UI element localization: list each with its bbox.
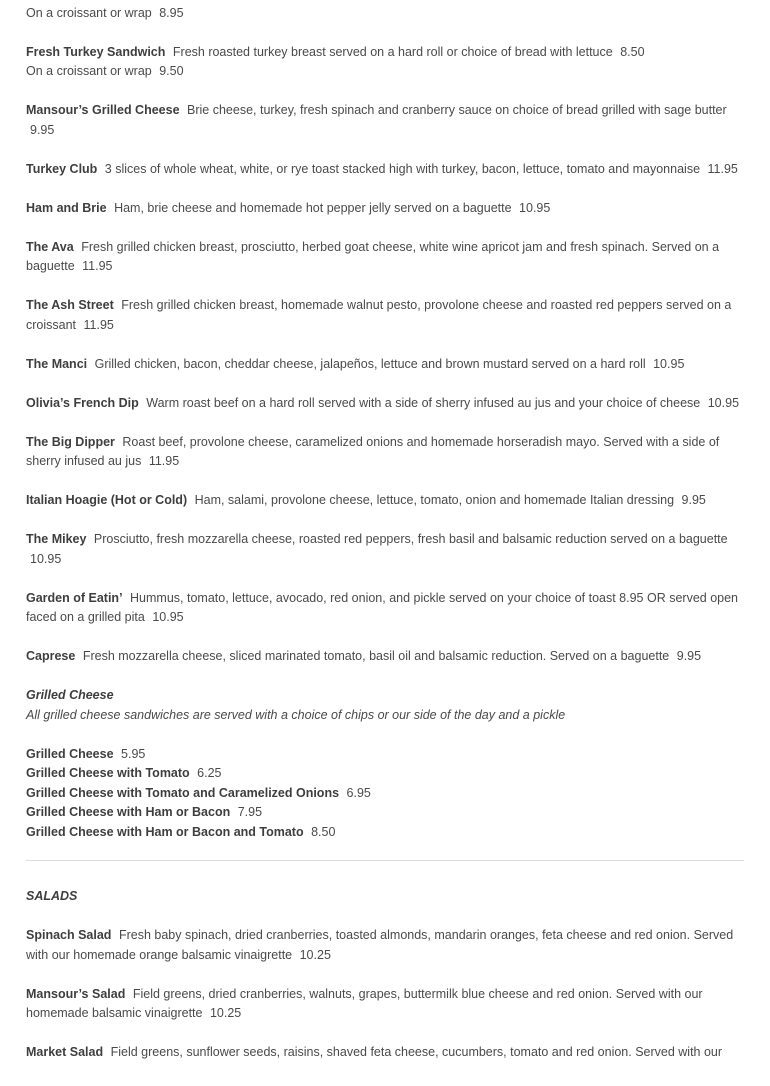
item-description: Prosciutto, fresh mozzarella cheese, roasted red peppers, fresh basil and balsamic reduction served on a baguette xyxy=(93,532,728,546)
item-name: Grilled Cheese xyxy=(26,746,114,761)
item-name: Mansour’s Salad xyxy=(26,986,126,1001)
item-price: 8.50 xyxy=(620,44,645,59)
item-extra-price: 8.95 xyxy=(159,5,184,20)
item-name: Grilled Cheese with Ham or Bacon xyxy=(26,805,231,819)
item-extra-price: 9.50 xyxy=(159,64,184,78)
grilled-cheese-list xyxy=(26,745,744,843)
grilled-cheese-heading: Grilled Cheese xyxy=(26,688,114,702)
item-price: 10.95 xyxy=(707,395,740,410)
item-name: Grilled Cheese with Tomato xyxy=(26,766,190,780)
item-name: Mansour’s Grilled Cheese xyxy=(26,103,180,117)
item-price: 9.95 xyxy=(30,122,55,137)
item-name: Grilled Cheese with Ham or Bacon and Tomato xyxy=(26,824,304,839)
item-description: Fresh baby spinach, dried cranberries, toasted almonds, mandarin oranges, feta cheese and red onion. Served with our homemade orange balsamic vinaigrette xyxy=(26,928,734,962)
item-name: Market Salad xyxy=(26,1045,104,1059)
item-description: Warm roast beef on a hard roll served with a side of sherry infused au jus and your choice of cheese xyxy=(146,395,701,410)
item-price: 10.95 xyxy=(152,610,184,624)
item-price: 7.95 xyxy=(237,805,263,819)
item-description: Grilled chicken, bacon, cheddar cheese, jalapeños, lettuce and brown mustard served on a hard roll xyxy=(94,356,646,371)
item-description: Fresh grilled chicken breast, prosciutto, herbed goat cheese, white wine apricot jam and fresh spinach. Served on a baguette xyxy=(26,239,720,273)
menu-item xyxy=(26,647,744,667)
item-price: 8.50 xyxy=(311,824,336,839)
item-price: 11.95 xyxy=(148,454,180,468)
salads-heading: SALADS xyxy=(26,889,78,903)
menu-item xyxy=(26,394,744,414)
item-name: Grilled Cheese with Tomato and Caramelized Onions xyxy=(26,785,340,800)
item-price: 6.25 xyxy=(197,766,222,780)
item-price: 10.25 xyxy=(209,1006,242,1020)
item-description: Roast beef, provolone cheese, caramelized onions and homemade horseradish mayo. Served with a side of sherry infused au jus xyxy=(26,434,720,468)
item-name: The Mikey xyxy=(26,532,87,546)
item-price: 11.95 xyxy=(82,259,113,273)
item-price: 9.95 xyxy=(676,649,702,663)
sandwich-list xyxy=(26,0,744,667)
item-name: Caprese xyxy=(26,649,76,663)
item-name: The Big Dipper xyxy=(26,434,115,449)
item-price: 10.95 xyxy=(519,200,551,215)
item-price: 10.95 xyxy=(30,551,62,566)
grilled-cheese-item xyxy=(26,745,744,765)
menu-item xyxy=(26,926,744,965)
menu-item xyxy=(26,355,744,375)
item-description: Ham, salami, provolone cheese, lettuce, tomato, onion and homemade Italian dressing xyxy=(194,493,675,507)
item-name: The Manci xyxy=(26,356,88,371)
item-description: Ham, brie cheese and homemade hot pepper jelly served on a baguette xyxy=(114,200,512,215)
item-name: Fresh Turkey Sandwich xyxy=(26,44,166,59)
item-name: The Ash Street xyxy=(26,298,114,312)
menu-page xyxy=(26,0,744,1082)
section-divider xyxy=(26,860,744,861)
item-extra-option: On a croissant or wrap xyxy=(26,5,152,20)
item-description: Field greens, sunflower seeds, raisins, shaved feta cheese, cucumbers, tomato and red onion. Served with our xyxy=(110,1045,723,1059)
item-name: Italian Hoagie (Hot or Cold) xyxy=(26,493,188,507)
menu-item xyxy=(26,160,744,180)
menu-item xyxy=(26,43,744,82)
item-description: Brie cheese, turkey, fresh spinach and cranberry sauce on choice of bread grilled with sage butter xyxy=(187,103,727,117)
item-price: 10.95 xyxy=(653,356,685,371)
item-description: Fresh roasted turkey breast served on a hard roll or choice of bread with lettuce xyxy=(172,44,613,59)
grilled-cheese-item xyxy=(26,803,744,823)
menu-item xyxy=(26,589,744,628)
item-description: Hummus, tomato, lettuce, avocado, red onion, and pickle served on your choice of toast 8.95 OR served open faced on a grilled pita xyxy=(26,590,739,624)
menu-item xyxy=(26,491,744,511)
item-price: 11.95 xyxy=(707,161,738,176)
item-extra-option: On a croissant or wrap xyxy=(26,64,152,78)
menu-item xyxy=(26,985,744,1024)
item-price: 11.95 xyxy=(83,317,114,332)
item-name: Spinach Salad xyxy=(26,928,112,942)
menu-item xyxy=(26,1043,744,1063)
item-price: 5.95 xyxy=(121,746,146,761)
grilled-cheese-item xyxy=(26,784,744,804)
grilled-cheese-note: All grilled cheese sandwiches are served with a choice of chips or our side of the day and a pickle xyxy=(26,707,566,722)
menu-item xyxy=(26,199,744,219)
grilled-cheese-item xyxy=(26,823,744,843)
item-name: The Ava xyxy=(26,239,74,254)
menu-item xyxy=(26,433,744,472)
salad-list xyxy=(26,926,744,1063)
item-price: 6.95 xyxy=(346,785,371,800)
item-description: Field greens, dried cranberries, walnuts, grapes, buttermilk blue cheese and red onion. Served with our homemade balsamic vinaigrette xyxy=(26,986,703,1020)
item-name: Olivia’s French Dip xyxy=(26,395,139,410)
grilled-cheese-item xyxy=(26,764,744,784)
menu-item xyxy=(26,296,744,335)
menu-item xyxy=(26,0,744,23)
item-description: Fresh mozzarella cheese, sliced marinated tomato, basil oil and balsamic reduction. Served on a baguette xyxy=(82,649,670,663)
item-price: 9.95 xyxy=(681,493,706,507)
menu-item xyxy=(26,530,744,569)
item-price: 10.25 xyxy=(299,947,331,962)
item-description: Fresh grilled chicken breast, homemade walnut pesto, provolone cheese and roasted red peppers served on a croissant xyxy=(26,298,732,332)
item-name: Turkey Club xyxy=(26,161,98,176)
menu-item xyxy=(26,101,744,140)
item-name: Ham and Brie xyxy=(26,200,107,215)
item-name: Garden of Eatin’ xyxy=(26,590,123,605)
item-description: 3 slices of whole wheat, white, or rye toast stacked high with turkey, bacon, lettuce, tomato and mayonnaise xyxy=(104,161,701,176)
menu-item xyxy=(26,238,744,277)
